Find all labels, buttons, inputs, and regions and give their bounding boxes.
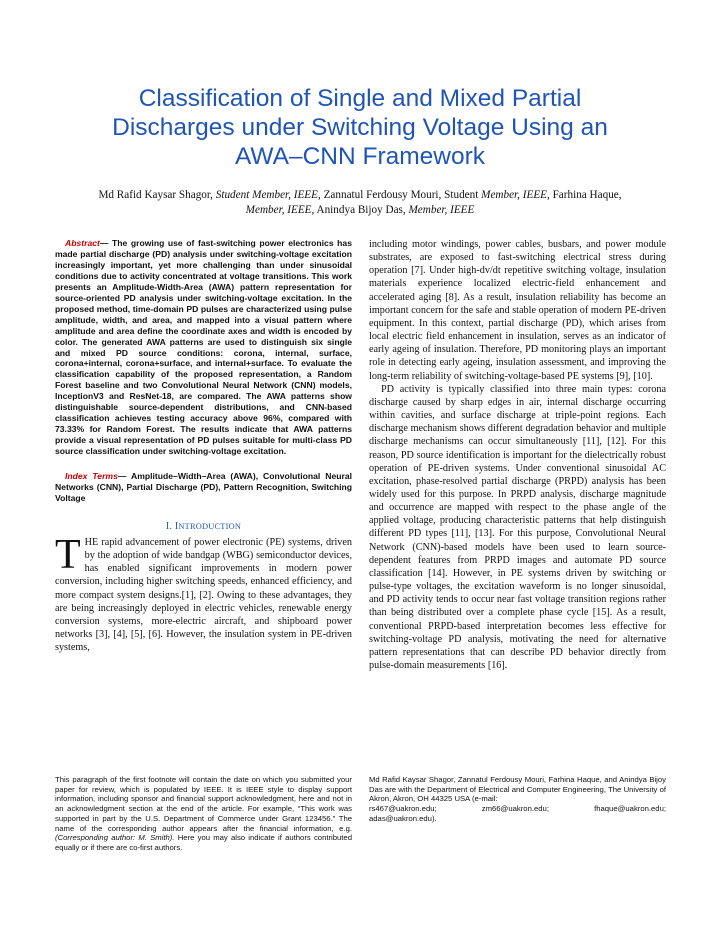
heading-number: I. — [165, 520, 175, 532]
footnote-right-text: Md Rafid Kaysar Shagor, Zannatul Ferdousy Mouri, Farhina Haque, and Anindya Bijoy Das are with the Department of Electrical and Computer Engineering, The University of Akron, Akron, OH 44325 USA (e-mail: — [369, 775, 666, 804]
intro-paragraph-1-text: HE rapid advancement of power electronic (PE) systems, driven by the adoption of wide bandgap (WBG) semiconductor devices, has enabled significant improvements in modern power conversion, including higher switching speeds, enhanced efficiency, and more compact system designs.[1], [2]. Owing to these advantages, they are being increasingly deployed in electric vehicles, renewable energy conversion systems, more-electric aircraft, and shipboard power networks [3], [4], [5], [6]. However, the insulation system in PE-driven systems, — [55, 536, 352, 654]
intro-paragraph-2: including motor windings, power cables, busbars, and power module substrates, are exposed to fast-switching electrical stress during operation [7]. Under high-dv/dt repetitive switching voltage, insulation materials experience localized electric-field enhancement and accelerated aging [8]. As a result, insulation reliability has become an important concern for the safe and stable operation of modern PE-driven equipment. In this context, partial discharge (PD), which arises from local electric field enhancement in insulation, serves as an indicator of early ageing of insulation. Therefore, PD monitoring plays an important role in detecting early ageing, insulation assessment, and improving the long-term reliability of switching-voltage-based PE systems [9], [10]. — [369, 239, 666, 382]
footnote-left-italic: (Corresponding author: M. Smith). — [55, 833, 175, 843]
footnote-left — [55, 775, 352, 853]
email-2: zm66@uakron.edu; — [481, 804, 549, 814]
title-line-2: Discharges under Switching Voltage Using an — [112, 114, 608, 141]
abstract-dash: — — [99, 238, 109, 248]
paper-title — [40, 84, 680, 171]
index-terms-dash: — — [117, 471, 127, 482]
email-4: adas@uakron.edu). — [369, 813, 437, 823]
email-3: fhaque@uakron.edu; — [594, 804, 666, 814]
index-terms — [55, 471, 352, 504]
footnote-right — [369, 775, 666, 824]
abstract-text: The growing use of fast-switching power electronics has made partial discharge (PD) analysis under switching-voltage excitation increasingly important, yet more challenging than under sinusoidal conditions due to activity concentrated at voltage transitions. This work presents an Amplitude-Width-Area (AWA) pattern representation for source-oriented PD analysis under switching-voltage excitation. In the proposed method, time-domain PD pulses are characterized using pulse amplitude, width, and area, and mapped into a visual pattern where amplitude and area define the coordinate axes and width is encoded by color. The generated AWA patterns are used to distinguish six single and mixed PD source conditions: corona, internal, surface, corona+internal, corona+surface, and internal+surface. To evaluate the classification capability of the proposed representation, a Random Forest baseline and two Convolutional Neural Network (CNN) models, InceptionV3 and ResNet-18, are compared. The AWA patterns show distinguishable source-dependent distributions, and CNN-based classification achieves testing accuracy above 96%, compared with 73.33% for Random Forest. The results indicate that AWA patterns provide a visual representation of PD pulses suitable for multi-class PD source classification under switching-voltage excitation. — [55, 238, 352, 457]
heading-first-letter: I — [174, 520, 179, 532]
author-1-role: Student Member, IEEE, — [215, 189, 321, 201]
title-line-1: Classification of Single and Mixed Partial — [138, 85, 582, 112]
section-heading-introduction — [55, 521, 352, 532]
index-terms-text: Amplitude–Width–Area (AWA), Convolutional Neural Networks (CNN), Partial Discharge (PD), Pattern Recognition, Switching Voltage — [55, 471, 352, 503]
intro-paragraph-1 — [55, 531, 352, 654]
index-terms-label: Index Terms — [65, 471, 118, 482]
intro-paragraph-3: PD activity is typically classified into three main types: corona discharge caused by sharp edges in air, internal discharge occurring within cavities, and surface discharge at triple-point regions. Each discharge mechanism shows different degradation behavior and multiple discharge mechanisms can occur simultaneously [11], [12]. For this reason, PD source identification is important for the dielectrically robust operation of PE-driven systems. Under conventional sinusoidal AC excitation, phase-resolved partial discharge (PRPD) analysis has been widely used for this purpose. In PRPD analysis, discharge magnitude and occurrence are mapped with respect to the phase angle of the applied voltage, producing characteristic patterns that help distinguish different PD types [11], [13]. For this purpose, Convolutional Neural Network (CNN)-based models have been used to learn source-dependent features from PRPD images and automate PD source classification [14]. However, in PE systems driven by switching or pulse-type voltages, the excitation waveform is no longer sinusoidal, and PD activity tends to occur near fast voltage transition regions rather than being distributed over a complete phase cycle [15]. As a result, conventional PRPD-based interpretation becomes less effective for switching-voltage PD analysis, motivating the need for alternative pattern representations that can describe PD behavior directly from pulse-domain measurements [16]. — [369, 383, 666, 671]
author-3-role: Member, IEEE, — [245, 204, 315, 216]
drop-cap: T — [55, 531, 81, 578]
footnote-email-row — [369, 804, 666, 814]
author-3-name: Farhina Haque, — [552, 189, 622, 201]
email-1: rs467@uakron.edu; — [369, 804, 437, 814]
left-column — [55, 238, 352, 654]
author-1-name: Md Rafid Kaysar Shagor, — [98, 189, 213, 201]
author-2-role: Member, IEEE, — [481, 189, 550, 201]
author-list — [40, 188, 680, 218]
author-4-role: Member, IEEE — [408, 204, 475, 216]
author-4-name: Anindya Bijoy Das, — [316, 204, 406, 216]
footnote-left-text-2: Here you may also indicate if authors contributed equally or if there are co-first authors. — [55, 833, 352, 852]
author-2-name: Zannatul Ferdousy Mouri, Student — [323, 189, 479, 201]
footnote-left-text-1: This paragraph of the first footnote will contain the date on which you submitted your paper for review, which is populated by IEEE. It is IEEE style to display support information, including sponsor and financial support acknowledgment, here and not in an acknowledgment section at the end of the article. For example, “This work was supported in part by the U.S. Department of Commerce under Grant 123456.” The name of the corresponding author appears after the financial information, e.g. — [55, 775, 352, 833]
right-column — [369, 238, 666, 672]
title-line-3: AWA–CNN Framework — [234, 143, 485, 170]
abstract-label: Abstract — [65, 238, 100, 248]
heading-rest: NTRODUCTION — [178, 521, 242, 531]
abstract — [55, 238, 352, 457]
